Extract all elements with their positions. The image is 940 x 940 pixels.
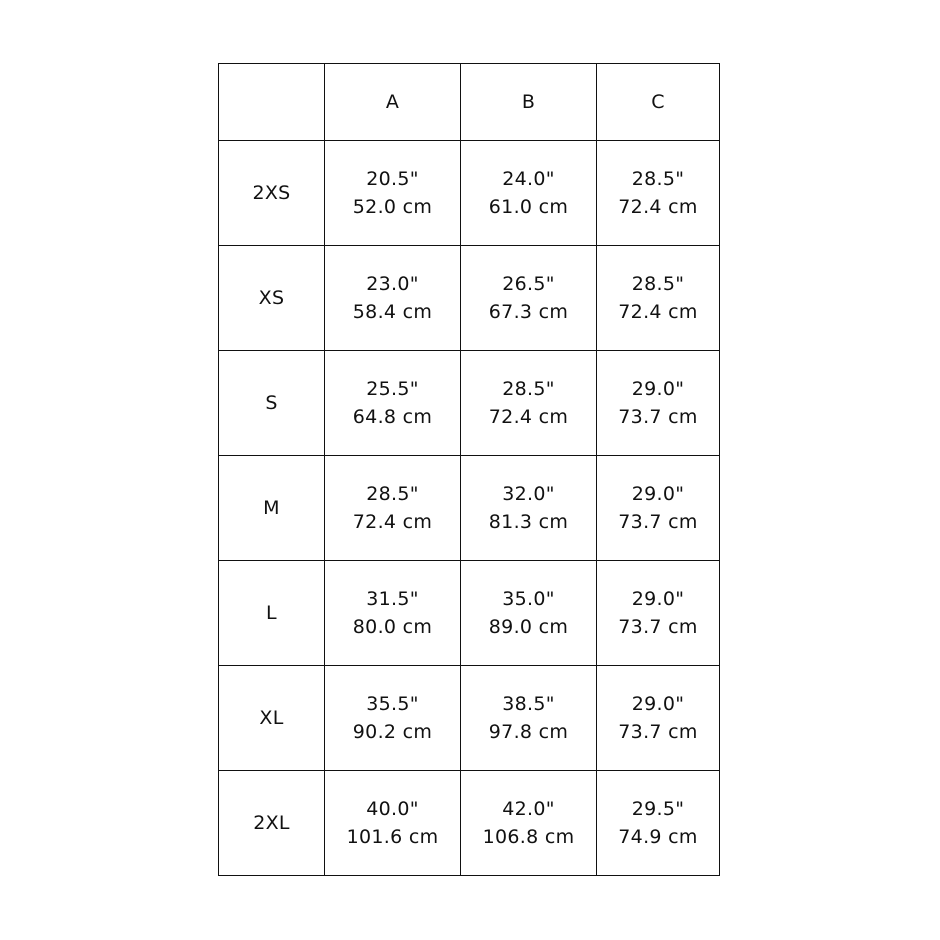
size-label: XS [219, 246, 325, 351]
measurement-cell-c [597, 351, 720, 456]
measurement-cm: 64.8 cm [352, 406, 433, 428]
measurement-cell-b [461, 456, 597, 561]
measurement-inches: 35.0" [502, 588, 555, 610]
measurement-inches: 28.5" [502, 378, 555, 400]
measurement-cm: 73.7 cm [618, 721, 698, 743]
measurement-inches: 23.0" [366, 273, 419, 295]
table-row [219, 666, 720, 771]
measurement-cell-c [597, 561, 720, 666]
table-row [219, 771, 720, 876]
size-label: S [219, 351, 325, 456]
measurement-cell-b [461, 351, 597, 456]
measurement-cell-b [461, 141, 597, 246]
measurement-cell-a [325, 246, 461, 351]
measurement-cell-a [325, 456, 461, 561]
size-label: 2XL [219, 771, 325, 876]
measurement-cm: 97.8 cm [488, 721, 569, 743]
measurement-cm: 73.7 cm [618, 511, 698, 533]
measurement-cell-a [325, 561, 461, 666]
measurement-cell-a [325, 141, 461, 246]
measurement-inches: 35.5" [366, 693, 419, 715]
measurement-cm: 52.0 cm [352, 196, 433, 218]
measurement-cell-b [461, 771, 597, 876]
measurement-cm: 81.3 cm [488, 511, 569, 533]
measurement-inches: 28.5" [366, 483, 419, 505]
measurement-cell-c [597, 246, 720, 351]
measurement-cm: 74.9 cm [618, 826, 698, 848]
table-row [219, 246, 720, 351]
measurement-cm: 72.4 cm [618, 196, 698, 218]
size-chart-header [219, 64, 720, 141]
measurement-cell-c [597, 141, 720, 246]
size-label: 2XS [219, 141, 325, 246]
measurement-inches: 40.0" [366, 798, 419, 820]
measurement-cm: 72.4 cm [618, 301, 698, 323]
measurement-inches: 38.5" [502, 693, 555, 715]
table-row [219, 351, 720, 456]
measurement-inches: 29.0" [631, 693, 685, 715]
measurement-inches: 29.0" [631, 378, 685, 400]
measurement-cm: 73.7 cm [618, 406, 698, 428]
table-row [219, 141, 720, 246]
size-label: XL [219, 666, 325, 771]
measurement-cm: 106.8 cm [482, 826, 575, 848]
measurement-inches: 31.5" [366, 588, 419, 610]
measurement-cell-b [461, 666, 597, 771]
measurement-inches: 28.5" [631, 168, 685, 190]
measurement-cell-b [461, 561, 597, 666]
measurement-cell-c [597, 771, 720, 876]
corner-cell [219, 64, 325, 141]
measurement-inches: 26.5" [502, 273, 555, 295]
measurement-inches: 24.0" [502, 168, 555, 190]
measurement-cell-b [461, 246, 597, 351]
measurement-cell-c [597, 456, 720, 561]
measurement-cm: 80.0 cm [352, 616, 433, 638]
measurement-cm: 67.3 cm [488, 301, 569, 323]
size-label: L [219, 561, 325, 666]
measurement-inches: 25.5" [366, 378, 419, 400]
column-header-b: B [461, 64, 597, 141]
measurement-cm: 89.0 cm [488, 616, 569, 638]
measurement-inches: 29.0" [631, 588, 685, 610]
measurement-inches: 20.5" [366, 168, 419, 190]
measurement-inches: 32.0" [502, 483, 555, 505]
column-header-a: A [325, 64, 461, 141]
size-chart-table [218, 63, 720, 876]
measurement-cm: 58.4 cm [352, 301, 433, 323]
measurement-cell-a [325, 351, 461, 456]
measurement-cm: 72.4 cm [488, 406, 569, 428]
measurement-cm: 73.7 cm [618, 616, 698, 638]
measurement-inches: 29.0" [631, 483, 685, 505]
header-row [219, 64, 720, 141]
measurement-inches: 28.5" [631, 273, 685, 295]
measurement-cell-a [325, 771, 461, 876]
measurement-cm: 72.4 cm [352, 511, 433, 533]
measurement-cell-a [325, 666, 461, 771]
measurement-inches: 42.0" [502, 798, 555, 820]
size-label: M [219, 456, 325, 561]
table-row [219, 561, 720, 666]
size-chart-body [219, 141, 720, 876]
measurement-cm: 101.6 cm [346, 826, 439, 848]
measurement-inches: 29.5" [631, 798, 685, 820]
column-header-c: C [597, 64, 720, 141]
measurement-cell-c [597, 666, 720, 771]
measurement-cm: 90.2 cm [352, 721, 433, 743]
measurement-cm: 61.0 cm [488, 196, 569, 218]
table-row [219, 456, 720, 561]
